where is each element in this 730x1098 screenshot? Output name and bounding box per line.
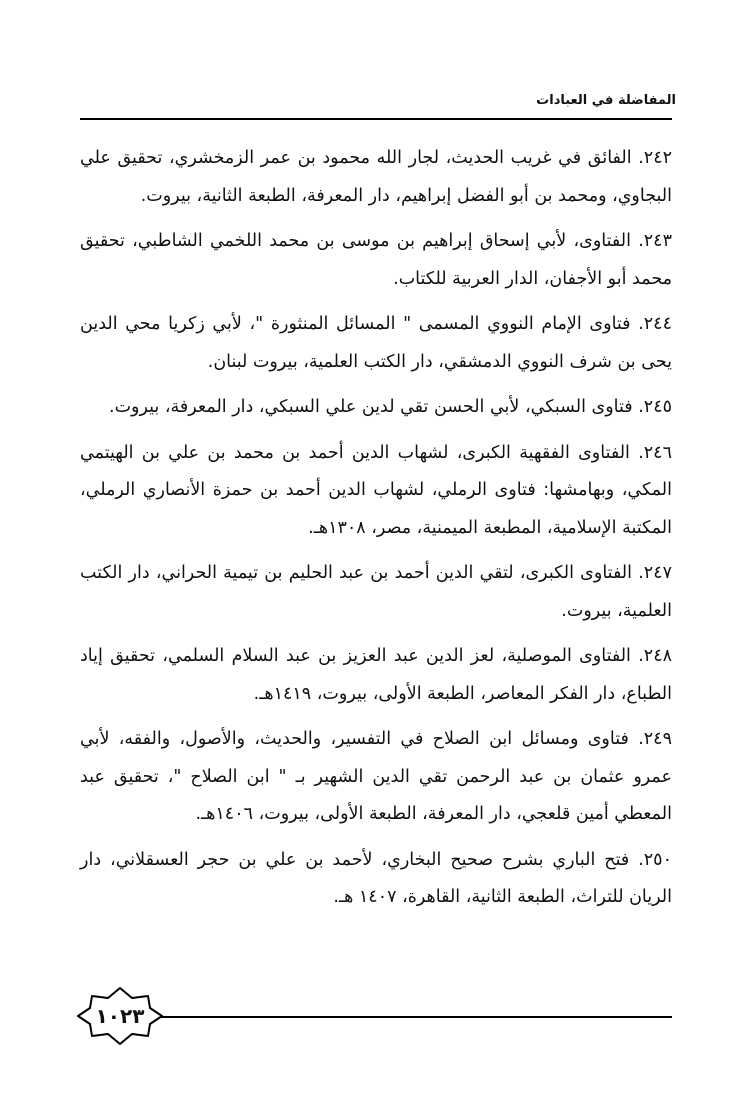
- header-rule: [80, 118, 672, 120]
- bibliography-entry: [80, 555, 672, 630]
- running-title: المفاضلة في العبادات: [536, 93, 676, 108]
- entry-text: الفتاوى الفقهية الكبرى، لشهاب الدين أحمد بن محمد بن علي بن الهيتمي المكي، وبهامشها: فتاوى الرملي، لشهاب الدين أحمد بن حمزة الأنصاري الرملي، المكتبة الإسلامية، المطبعة الميمنية، مصر، ١٣٠٨هـ.: [80, 442, 672, 538]
- bibliography-entry: [80, 435, 672, 548]
- page-number-badge: [76, 986, 164, 1046]
- entry-text: الفتاوى الموصلية، لعز الدين عبد العزيز بن عبد السلام السلمي، تحقيق إياد الطباع، دار الفكر المعاصر، الطبعة الأولى، بيروت، ١٤١٩هـ.: [80, 646, 672, 704]
- entry-text: الفتاوى، لأبي إسحاق إبراهيم بن موسى بن محمد اللخمي الشاطبي، تحقيق محمد أبو الأجفان، الدار العربية للكتاب.: [80, 231, 672, 289]
- bibliography-entry: [80, 140, 672, 215]
- entry-text: فتح الباري بشرح صحيح البخاري، لأحمد بن علي بن حجر العسقلاني، دار الريان للتراث، الطبعة الثانية، القاهرة، ١٤٠٧ هـ.: [80, 849, 672, 907]
- bibliography-entry: [80, 223, 672, 298]
- entry-number: ٢٤٨.: [638, 646, 672, 666]
- entry-number: ٢٤٤.: [638, 314, 672, 334]
- footer-rule: [158, 1016, 672, 1018]
- entry-number: ٢٤٧.: [638, 563, 672, 583]
- entry-number: ٢٥٠.: [638, 849, 672, 870]
- bibliography-entry: [80, 638, 672, 713]
- entry-text: الفتاوى الكبرى، لتقي الدين أحمد بن عبد الحليم بن تيمية الحراني، دار الكتب العلمية، بيروت.: [80, 563, 672, 621]
- page-number: ١٠٢٣: [95, 1004, 145, 1028]
- bibliography-entry: [80, 721, 672, 834]
- entry-number: ٢٤٩.: [638, 729, 672, 749]
- entry-number: ٢٤٣.: [638, 231, 672, 251]
- entry-text: الفائق في غريب الحديث، لجار الله محمود بن عمر الزمخشري، تحقيق علي البجاوي، ومحمد بن أبو الفضل إبراهيم، دار المعرفة، الطبعة الثانية، بيروت.: [80, 148, 672, 206]
- bibliography-entry: [80, 306, 672, 381]
- bibliography-entry: [80, 842, 672, 917]
- entry-number: ٢٤٥.: [638, 397, 672, 417]
- entry-text: فتاوى السبكي، لأبي الحسن تقي لدين علي السبكي، دار المعرفة، بيروت.: [109, 397, 633, 417]
- bibliography-entry: [80, 389, 672, 427]
- bibliography-list: [80, 140, 672, 925]
- entry-number: ٢٤٢.: [638, 148, 672, 168]
- entry-text: فتاوى الإمام النووي المسمى " المسائل المنثورة "، لأبي زكريا محي الدين يحى بن شرف النووي الدمشقي، دار الكتب العلمية، بيروت لبنان.: [80, 314, 672, 372]
- entry-number: ٢٤٦.: [638, 442, 672, 463]
- entry-text: فتاوى ومسائل ابن الصلاح في التفسير، والحديث، والأصول، والفقه، لأبي عمرو عثمان بن عبد الرحمن تقي الدين الشهير بـ " ابن الصلاح "، تحقيق عبد المعطي أمين قلعجي، دار المعرفة، الطبعة الأولى، بيروت، ١٤٠٦هـ.: [80, 729, 672, 824]
